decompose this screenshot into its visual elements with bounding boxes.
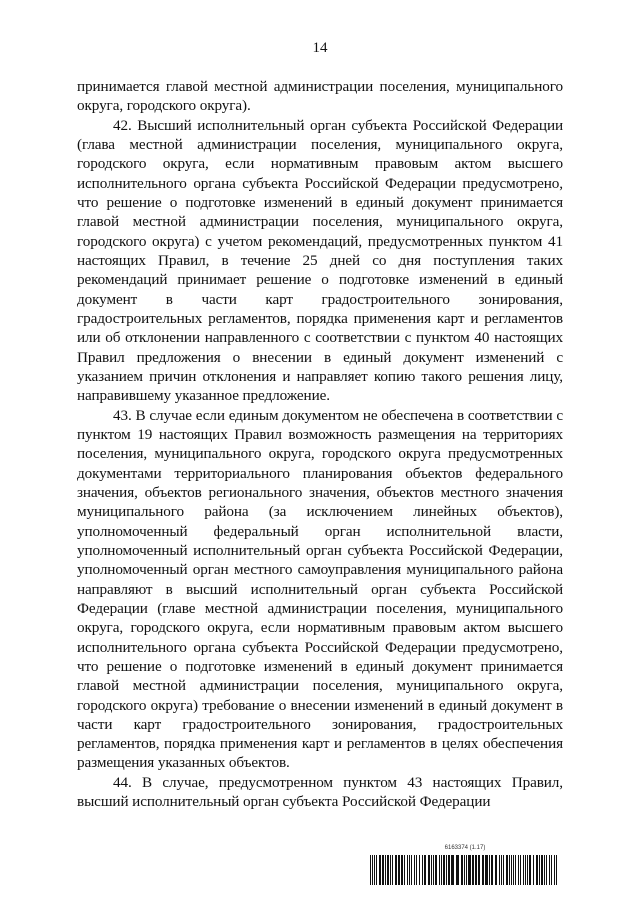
page-number: 14 (312, 40, 328, 56)
document-body (77, 77, 563, 811)
paragraph-43: 43. В случае если единым документом не обеспечена в соответствии с пунктом 19 настоящих Правил возможность размещения на территориях поселения, муниципального округа, городского округа предусмотренных документами территориального планирования объектов федерального значения, объектов регионального значения, объектов местного значения муниципального района (за исключением линейных объектов), уполномоченный федеральный орган исполнительной власти, уполномоченный исполнительный орган субъекта Российской Федерации, уполномоченный орган местного самоуправления муниципального района направляют в высший исполнительный орган субъекта Российской Федерации (главе местной администрации поселения, муниципального округа, городского округа, если нормативным правовым актом высшего исполнительного органа субъекта Российской Федерации предусмотрено, что решение о подготовке изменений в единый документ принимается главой местной администрации поселения, муниципального округа, городского округа) требование о внесении изменений в единый документ в части карт градостроительного зонирования, градостроительных регламентов, порядка применения карт и регламентов в целях обеспечения размещения указанных объектов. (77, 406, 563, 772)
barcode-icon (370, 855, 560, 885)
paragraph-44: 44. В случае, предусмотренном пунктом 43 настоящих Правил, высший исполнительный орган субъекта Российской Федерации (77, 773, 563, 811)
paragraph-continuation: принимается главой местной администрации поселения, муниципального округа, городского округа). (77, 78, 563, 115)
document-stamp (370, 845, 560, 887)
stamp-code: 6163374 (1.17) (444, 845, 486, 851)
paragraph-42: 42. Высший исполнительный орган субъекта Российской Федерации (глава местной администрации поселения, муниципального округа, городского округа, если нормативным правовым актом высшего исполнительного органа субъекта Российской Федерации предусмотрено, что решение о подготовке изменений в единый документ принимается главой местной администрации поселения, муниципального округа, городского округа) с учетом рекомендаций, предусмотренных пунктом 41 настоящих Правил, в течение 25 дней со дня поступления таких рекомендаций принимает решение о подготовке изменений в единый документ в части карт градостроительного зонирования, градостроительных регламентов, порядка применения карт и регламентов или об отклонении направленного с соответствии с пунктом 40 настоящих Правил предложения о внесении в единый документ изменений с указанием причин отклонения и направляет копию такого решения лицу, направившему указанное предложение. (77, 116, 563, 405)
